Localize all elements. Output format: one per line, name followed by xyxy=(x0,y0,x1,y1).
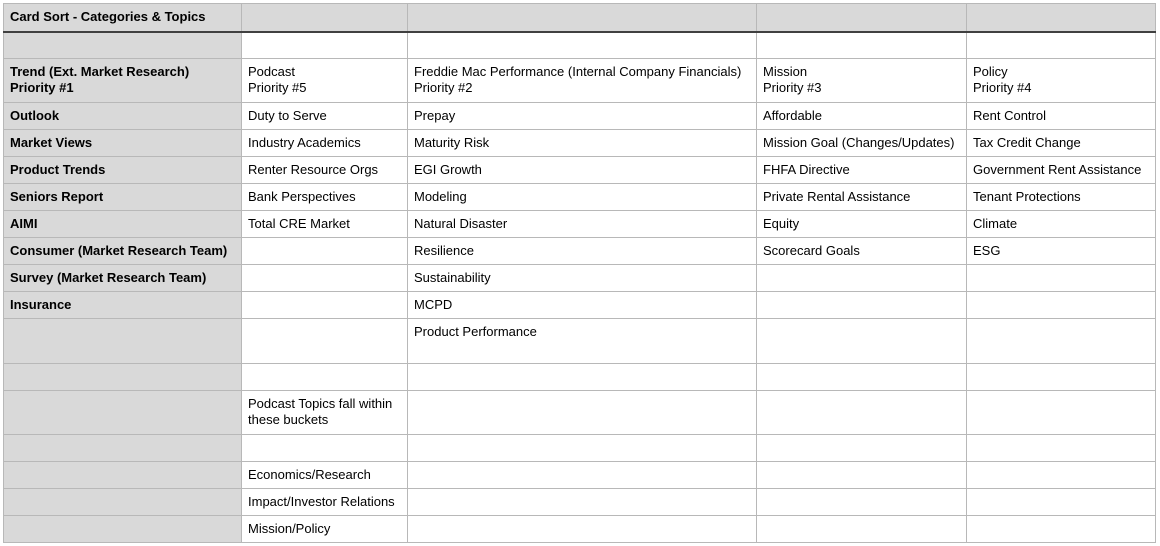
cell-text: Outlook xyxy=(10,108,60,123)
cell-text xyxy=(414,33,750,38)
cell-text-line: Priority #2 xyxy=(414,80,473,95)
table-cell[interactable] xyxy=(242,211,408,238)
header-cell[interactable] xyxy=(408,4,757,32)
cell-text: Prepay xyxy=(414,108,456,123)
cell-text xyxy=(763,319,960,324)
cell-text-line: Priority #1 xyxy=(10,80,74,95)
table-cell[interactable] xyxy=(408,391,757,435)
cell-text xyxy=(973,364,1149,369)
cell-text: AIMI xyxy=(10,216,38,231)
table-cell[interactable] xyxy=(967,516,1156,543)
cell-text: Affordable xyxy=(763,108,823,123)
cell-text xyxy=(414,364,750,369)
cell-text: Tenant Protections xyxy=(973,189,1081,204)
table-cell[interactable] xyxy=(967,157,1156,184)
row-label-cell[interactable] xyxy=(4,157,242,184)
table-cell[interactable] xyxy=(757,211,967,238)
sheet-title-cell[interactable] xyxy=(4,4,242,32)
row-label-cell[interactable] xyxy=(4,319,242,364)
row-label-cell[interactable] xyxy=(4,59,242,103)
cell-text: Modeling xyxy=(414,189,467,204)
cell-text-line: Trend (Ext. Market Research) xyxy=(10,64,190,79)
table-cell[interactable] xyxy=(408,435,757,462)
cell-text xyxy=(10,364,235,369)
table-cell[interactable] xyxy=(408,516,757,543)
cell-text xyxy=(248,292,401,297)
cell-text xyxy=(248,435,401,440)
row-label-cell[interactable] xyxy=(4,489,242,516)
cell-text: Private Rental Assistance xyxy=(763,189,911,204)
table-cell[interactable] xyxy=(242,265,408,292)
table-cell[interactable] xyxy=(757,32,967,59)
cell-text xyxy=(763,59,960,96)
table-cell[interactable] xyxy=(242,238,408,265)
table-cell[interactable] xyxy=(408,211,757,238)
cell-text xyxy=(414,462,750,467)
table-row xyxy=(4,489,1156,516)
table-cell[interactable] xyxy=(242,32,408,59)
table-cell[interactable] xyxy=(967,265,1156,292)
table-cell[interactable] xyxy=(242,489,408,516)
table-cell[interactable] xyxy=(242,292,408,319)
table-row xyxy=(4,462,1156,489)
row-label-cell[interactable] xyxy=(4,364,242,391)
cell-text: Insurance xyxy=(10,297,72,312)
table-row xyxy=(4,211,1156,238)
table-cell[interactable] xyxy=(408,265,757,292)
row-label-cell[interactable] xyxy=(4,265,242,292)
table-cell[interactable] xyxy=(408,103,757,130)
table-row xyxy=(4,319,1156,364)
cell-text xyxy=(973,292,1149,297)
table-cell[interactable] xyxy=(757,364,967,391)
cell-text xyxy=(10,489,235,494)
cell-text xyxy=(10,435,235,440)
cell-text xyxy=(10,462,235,467)
cell-text: Product Trends xyxy=(10,162,106,177)
table-cell[interactable] xyxy=(757,265,967,292)
table-cell[interactable] xyxy=(757,435,967,462)
table-cell[interactable] xyxy=(408,292,757,319)
cell-text: Survey (Market Research Team) xyxy=(10,270,207,285)
cell-text xyxy=(414,435,750,440)
row-label-cell[interactable] xyxy=(4,211,242,238)
cell-text xyxy=(973,462,1149,467)
cell-text: Mission Goal (Changes/Updates) xyxy=(763,135,955,150)
cell-text xyxy=(973,516,1149,521)
table-cell[interactable] xyxy=(967,489,1156,516)
table-cell[interactable] xyxy=(967,435,1156,462)
row-label-cell[interactable] xyxy=(4,435,242,462)
cell-text-line: Mission xyxy=(763,64,808,79)
cell-text xyxy=(248,364,401,369)
table-cell[interactable] xyxy=(242,130,408,157)
table-cell[interactable] xyxy=(757,292,967,319)
cell-text: Market Views xyxy=(10,135,93,150)
table-cell[interactable] xyxy=(242,157,408,184)
cell-text: Product Performance xyxy=(414,324,537,339)
table-cell[interactable] xyxy=(242,103,408,130)
table-cell[interactable] xyxy=(967,238,1156,265)
table-cell[interactable] xyxy=(967,462,1156,489)
cell-text xyxy=(414,489,750,494)
table-cell[interactable] xyxy=(967,59,1156,103)
cell-text xyxy=(248,319,401,324)
table-row xyxy=(4,435,1156,462)
table-cell[interactable] xyxy=(242,184,408,211)
cell-text xyxy=(414,516,750,521)
header-cell[interactable] xyxy=(967,4,1156,32)
table-row xyxy=(4,238,1156,265)
row-label-cell[interactable] xyxy=(4,516,242,543)
table-cell[interactable] xyxy=(967,32,1156,59)
table-row xyxy=(4,364,1156,391)
cell-text: Bank Perspectives xyxy=(248,189,356,204)
cell-text xyxy=(763,391,960,396)
row-label-cell[interactable] xyxy=(4,391,242,435)
cell-text xyxy=(763,364,960,369)
cell-text: Podcast Topics fall within these buckets xyxy=(248,396,393,427)
cell-text xyxy=(763,435,960,440)
cell-text xyxy=(248,265,401,270)
table-cell[interactable] xyxy=(757,489,967,516)
table-cell[interactable] xyxy=(242,391,408,435)
cell-text: Maturity Risk xyxy=(414,135,490,150)
cell-text xyxy=(414,391,750,396)
cell-text xyxy=(248,238,401,243)
table-cell[interactable] xyxy=(757,391,967,435)
cell-text xyxy=(763,462,960,467)
cell-text: Total CRE Market xyxy=(248,216,350,231)
row-label-cell[interactable] xyxy=(4,103,242,130)
table-cell[interactable] xyxy=(967,292,1156,319)
cell-text-line: Priority #5 xyxy=(248,80,307,95)
table-cell[interactable] xyxy=(408,319,757,364)
table-cell[interactable] xyxy=(967,391,1156,435)
table-cell[interactable] xyxy=(408,32,757,59)
table-cell[interactable] xyxy=(757,130,967,157)
cell-text xyxy=(10,319,235,324)
cell-text-line: Priority #3 xyxy=(763,80,822,95)
cell-text xyxy=(973,489,1149,494)
table-row xyxy=(4,516,1156,543)
table-cell[interactable] xyxy=(967,211,1156,238)
cell-text: Resilience xyxy=(414,243,474,258)
cell-text-line: Policy xyxy=(973,64,1008,79)
cell-text xyxy=(763,516,960,521)
cell-text xyxy=(10,33,235,38)
cell-text-line: Priority #4 xyxy=(973,80,1032,95)
table-cell[interactable] xyxy=(967,184,1156,211)
table-row xyxy=(4,391,1156,435)
cell-text: Duty to Serve xyxy=(248,108,327,123)
cell-text xyxy=(10,391,235,396)
cell-text: ESG xyxy=(973,243,1001,258)
table-cell[interactable] xyxy=(242,364,408,391)
table-cell[interactable] xyxy=(408,130,757,157)
cell-text xyxy=(414,59,750,96)
cell-text: Sustainability xyxy=(414,270,491,285)
table-cell[interactable] xyxy=(757,238,967,265)
cell-text xyxy=(973,319,1149,324)
row-label-cell[interactable] xyxy=(4,130,242,157)
table-row xyxy=(4,103,1156,130)
table-cell[interactable] xyxy=(967,364,1156,391)
table-cell[interactable] xyxy=(757,184,967,211)
table-cell[interactable] xyxy=(242,435,408,462)
cell-text: Scorecard Goals xyxy=(763,243,860,258)
header-cell[interactable] xyxy=(242,4,408,32)
cell-text: Equity xyxy=(763,216,800,231)
sheet-title: Card Sort - Categories & Topics xyxy=(10,9,206,25)
cell-text xyxy=(10,59,235,96)
cell-text: EGI Growth xyxy=(414,162,482,177)
table-row xyxy=(4,265,1156,292)
table-row xyxy=(4,292,1156,319)
table-cell[interactable] xyxy=(967,130,1156,157)
table-cell[interactable] xyxy=(408,489,757,516)
cell-text xyxy=(10,516,235,521)
table-cell[interactable] xyxy=(242,462,408,489)
table-cell[interactable] xyxy=(408,238,757,265)
cell-text: Seniors Report xyxy=(10,189,104,204)
header-cell[interactable] xyxy=(757,4,967,32)
table-cell[interactable] xyxy=(757,157,967,184)
table-cell[interactable] xyxy=(242,59,408,103)
table-row xyxy=(4,130,1156,157)
row-label-cell[interactable] xyxy=(4,292,242,319)
cell-text: Climate xyxy=(973,216,1018,231)
table-cell[interactable] xyxy=(757,516,967,543)
table-row xyxy=(4,32,1156,59)
table-cell[interactable] xyxy=(408,184,757,211)
header-row xyxy=(4,4,1156,32)
cell-text xyxy=(973,265,1149,270)
cell-text xyxy=(248,59,401,96)
cell-text xyxy=(763,489,960,494)
cell-text xyxy=(973,33,1149,38)
cell-text: Impact/Investor Relations xyxy=(248,494,395,509)
cell-text xyxy=(763,292,960,297)
cell-text: Renter Resource Orgs xyxy=(248,162,379,177)
table-cell[interactable] xyxy=(408,462,757,489)
row-label-cell[interactable] xyxy=(4,238,242,265)
cell-text: MCPD xyxy=(414,297,453,312)
table-cell[interactable] xyxy=(242,516,408,543)
cell-text xyxy=(763,265,960,270)
table-row xyxy=(4,59,1156,103)
cell-text-line: Freddie Mac Performance (Internal Company Financials) xyxy=(414,64,742,79)
cell-text: Rent Control xyxy=(973,108,1046,123)
cell-text: Industry Academics xyxy=(248,135,361,150)
table-row xyxy=(4,184,1156,211)
row-label-cell[interactable] xyxy=(4,184,242,211)
table-cell[interactable] xyxy=(408,157,757,184)
table-cell[interactable] xyxy=(408,59,757,103)
table-cell[interactable] xyxy=(242,319,408,364)
cell-text: Mission/Policy xyxy=(248,521,331,536)
cell-text: FHFA Directive xyxy=(763,162,850,177)
table-cell[interactable] xyxy=(408,364,757,391)
cell-text: Consumer (Market Research Team) xyxy=(10,243,228,258)
table-cell[interactable] xyxy=(967,319,1156,364)
table-cell[interactable] xyxy=(757,103,967,130)
cell-text-line: Podcast xyxy=(248,64,295,79)
cell-text: Natural Disaster xyxy=(414,216,508,231)
table-cell[interactable] xyxy=(757,462,967,489)
cell-text: Economics/Research xyxy=(248,467,371,482)
table-cell[interactable] xyxy=(757,59,967,103)
row-label-cell[interactable] xyxy=(4,32,242,59)
cell-text xyxy=(973,435,1149,440)
cell-text: Government Rent Assistance xyxy=(973,162,1142,177)
spreadsheet-table xyxy=(3,3,1156,543)
cell-text xyxy=(973,391,1149,396)
table-cell[interactable] xyxy=(967,103,1156,130)
cell-text xyxy=(973,59,1149,96)
cell-text xyxy=(763,33,960,38)
cell-text: Tax Credit Change xyxy=(973,135,1081,150)
cell-text xyxy=(248,33,401,38)
table-cell[interactable] xyxy=(757,319,967,364)
table-row xyxy=(4,157,1156,184)
row-label-cell[interactable] xyxy=(4,462,242,489)
